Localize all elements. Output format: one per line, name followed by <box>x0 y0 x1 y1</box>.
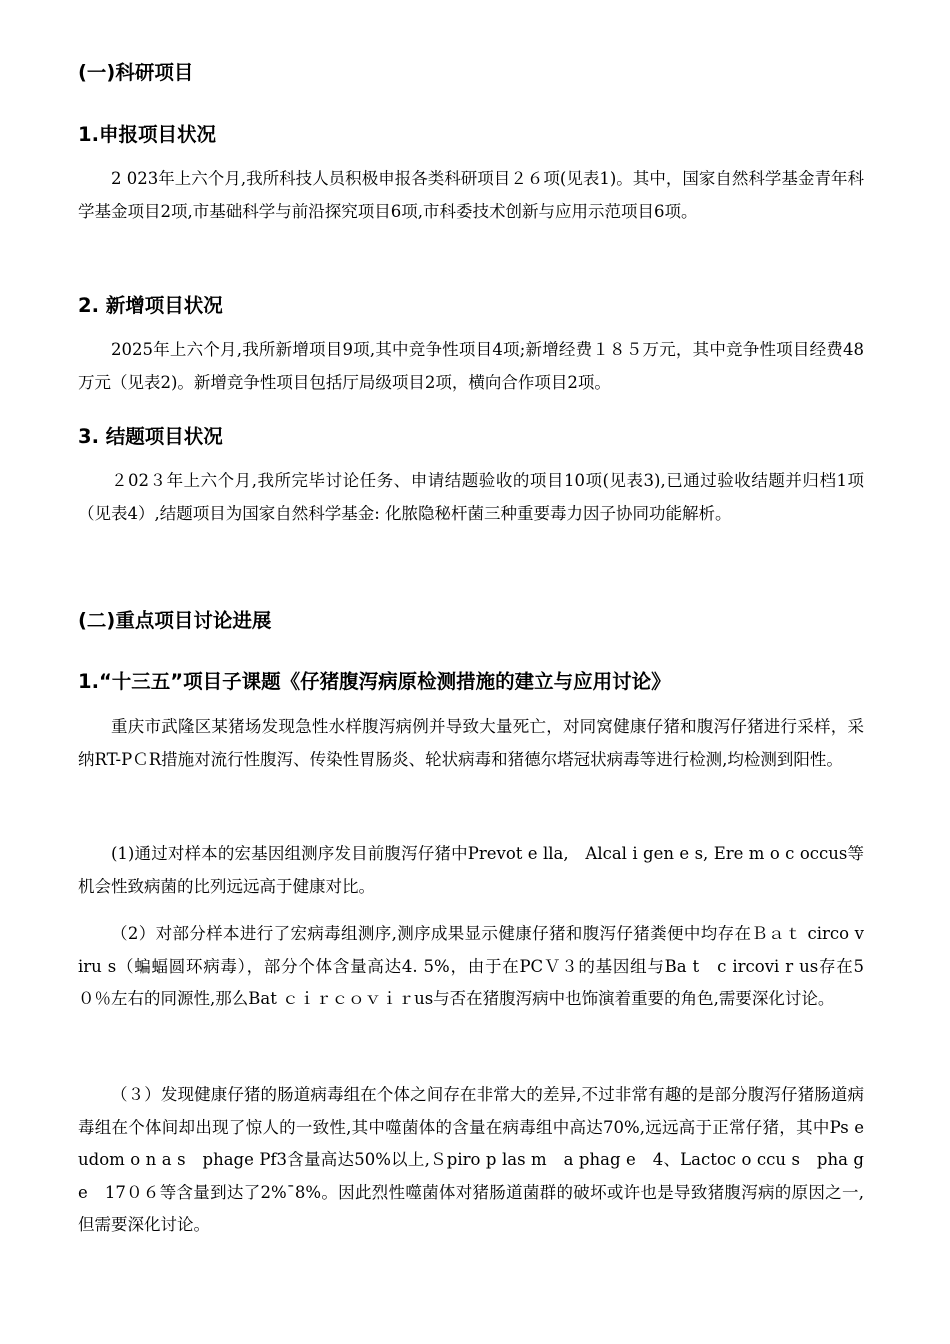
paragraph-background: 重庆市武隆区某猪场发现急性水样腹泻病例并导致大量死亡，对同窝健康仔猪和腹泻仔猪进行采样，采纳RT-PＣR措施对流行性腹泻、传染性胃肠炎、轮状病毒和猪德尔塔冠状病毒等进行检测,均检测到阳性。 <box>78 717 864 769</box>
subsection-1-2-body: 2025年上六个月,我所新增项目9项,其中竞争性项目4项;新增经费１８５万元，其中竞争性项目经费48万元（见表2)。新增竞争性项目包括厅局级项目2项，横向合作项目2项。 <box>78 340 864 392</box>
paragraph-finding-2: （2）对部分样本进行了宏病毒组测序,测序成果显示健康仔猪和腹泻仔猪粪便中均存在Ｂａｔ circo v iru s（蝙蝠圆环病毒），部分个体含量高达4. 5%，由于在PCＶ３的基因组与Ba t c ircovi r us存在5０％左右的同源性,那么Bat ｃｉｒｃｏｖｉｒus与否在猪腹泻病中也饰演着重要的角色,需要深化讨论。 <box>78 924 865 1008</box>
subsection-2-1-heading: 1.“十三五”项目子课题《仔猪腹泻病原检测措施的建立与应用讨论》 <box>78 670 671 693</box>
section-2-title: (二)重点项目讨论进展 <box>78 609 272 632</box>
subsection-1-3-body: ２02３年上六个月,我所完毕讨论任务、申请结题验收的项目10项(见表3),已通过验收结题并归档1项（见表4）,结题项目为国家自然科学基金: 化脓隐秘杆菌三种重要毒力因子协同功能解析。 <box>78 471 864 523</box>
subsection-1-2-heading: 2. 新增项目状况 <box>78 294 223 317</box>
section-1-title: (一)科研项目 <box>78 61 194 84</box>
subsection-1-1-heading: 1.申报项目状况 <box>78 123 216 146</box>
paragraph-finding-1: (1)通过对样本的宏基因组测序发目前腹泻仔猪中Prevot e lla, Alcal i gen e s, Ere m o c occus等机会性致病菌的比列远远高于健康对比。 <box>78 844 864 896</box>
subsection-1-1-body: 2 023年上六个月,我所科技人员积极申报各类科研项目２６项(见表1)。其中，国家自然科学基金青年科学基金项目2项,市基础科学与前沿探究项目6项,市科委技术创新与应用示范项目6项。 <box>78 169 864 221</box>
paragraph-finding-3: （３）发现健康仔猪的肠道病毒组在个体之间存在非常大的差异,不过非常有趣的是部分腹泻仔猪肠道病毒组在个体间却出现了惊人的一致性,其中噬菌体的含量在病毒组中高达70%,远远高于正常仔猪，其中Ps e udom o n a s phage Pf3含量高达50%以上,Ｓpiro p las m a phag e 4、Lactoc o ccu s pha g e 17０６等含量到达了2%¯8%。因此烈性噬菌体对猪肠道菌群的破坏或许也是导致猪腹泻病的原因之一,但需要深化讨论。 <box>78 1085 864 1234</box>
subsection-1-3-heading: 3. 结题项目状况 <box>78 425 223 448</box>
